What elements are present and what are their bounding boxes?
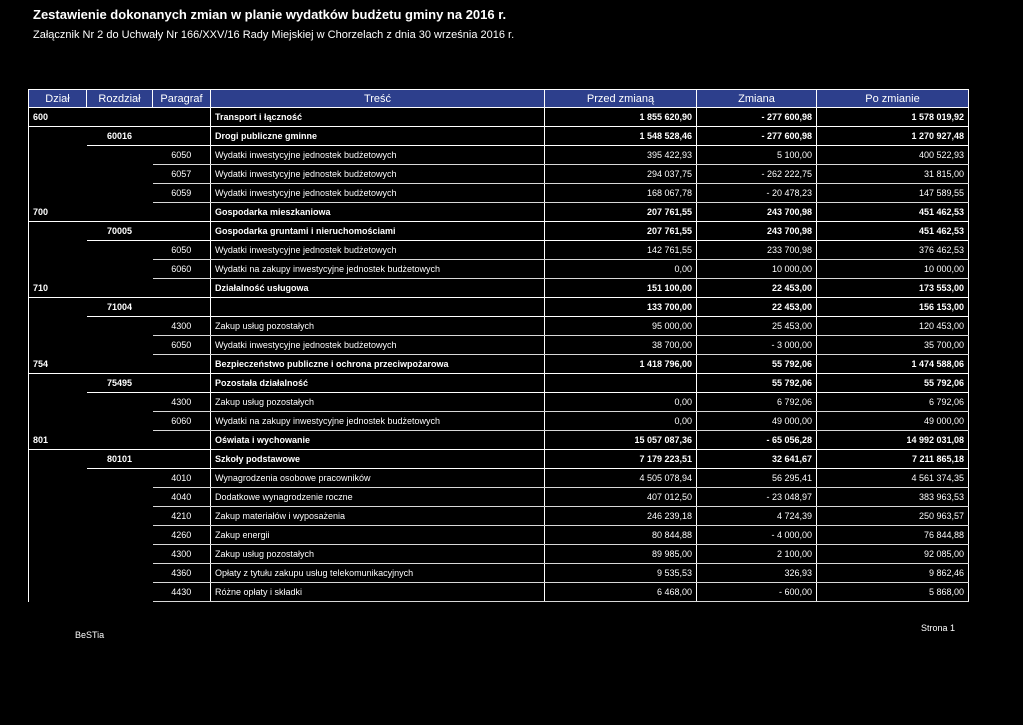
cell-tresc: Wydatki inwestycyjne jednostek budżetowych [211,146,545,165]
col-tresc-header: Treść [211,90,545,108]
cell-dzial [29,260,87,279]
cell-po-zmianie: 400 522,93 [817,146,969,165]
table-body [29,108,969,602]
cell-przed-zmiana: 80 844,88 [545,526,697,545]
cell-zmiana: - 20 478,23 [697,184,817,203]
cell-po-zmianie: 451 462,53 [817,222,969,241]
cell-paragraf: 4260 [153,526,211,545]
col-rozdzial-header: Rozdział [87,90,153,108]
cell-tresc: Oświata i wychowanie [211,431,545,450]
cell-dzial [29,374,87,393]
cell-paragraf: 6050 [153,241,211,260]
cell-rozdzial [87,241,153,260]
cell-paragraf [153,298,211,317]
table-row [29,279,969,298]
cell-zmiana: 5 100,00 [697,146,817,165]
cell-dzial [29,469,87,488]
cell-dzial [29,583,87,602]
cell-rozdzial: 71004 [87,298,153,317]
cell-tresc: Pozostała działalność [211,374,545,393]
cell-paragraf [153,203,211,222]
table-row [29,336,969,355]
cell-tresc: Gospodarka mieszkaniowa [211,203,545,222]
cell-przed-zmiana: 4 505 078,94 [545,469,697,488]
cell-przed-zmiana: 0,00 [545,412,697,431]
cell-tresc: Bezpieczeństwo publiczne i ochrona przeciwpożarowa [211,355,545,374]
cell-tresc: Opłaty z tytułu zakupu usług telekomunikacyjnych [211,564,545,583]
cell-paragraf: 4010 [153,469,211,488]
cell-dzial [29,165,87,184]
cell-zmiana: 55 792,06 [697,374,817,393]
cell-paragraf: 4360 [153,564,211,583]
cell-po-zmianie: 76 844,88 [817,526,969,545]
cell-rozdzial: 80101 [87,450,153,469]
cell-zmiana: - 277 600,98 [697,108,817,127]
cell-tresc [211,298,545,317]
cell-po-zmianie: 9 862,46 [817,564,969,583]
cell-dzial [29,241,87,260]
cell-tresc: Wydatki na zakupy inwestycyjne jednostek budżetowych [211,412,545,431]
cell-przed-zmiana: 1 548 528,46 [545,127,697,146]
cell-przed-zmiana: 0,00 [545,393,697,412]
cell-zmiana: 49 000,00 [697,412,817,431]
cell-po-zmianie: 1 270 927,48 [817,127,969,146]
cell-paragraf [153,127,211,146]
cell-dzial [29,298,87,317]
cell-rozdzial [87,393,153,412]
table-row [29,317,969,336]
table-row [29,469,969,488]
cell-tresc: Zakup materiałów i wyposażenia [211,507,545,526]
cell-przed-zmiana: 7 179 223,51 [545,450,697,469]
cell-rozdzial [87,507,153,526]
cell-tresc: Różne opłaty i składki [211,583,545,602]
cell-przed-zmiana: 246 239,18 [545,507,697,526]
cell-rozdzial [87,279,153,298]
cell-rozdzial [87,469,153,488]
cell-po-zmianie: 55 792,06 [817,374,969,393]
cell-tresc: Wynagrodzenia osobowe pracowników [211,469,545,488]
cell-rozdzial [87,583,153,602]
table-row [29,488,969,507]
cell-przed-zmiana: 133 700,00 [545,298,697,317]
table-row [29,108,969,127]
cell-zmiana: - 262 222,75 [697,165,817,184]
table-row [29,393,969,412]
cell-przed-zmiana: 294 037,75 [545,165,697,184]
cell-przed-zmiana: 1 418 796,00 [545,355,697,374]
table-row [29,431,969,450]
cell-przed-zmiana: 1 855 620,90 [545,108,697,127]
col-zmiana-header: Zmiana [697,90,817,108]
cell-dzial [29,412,87,431]
table-row [29,298,969,317]
software-label: BeSTia [75,630,105,640]
cell-rozdzial [87,488,153,507]
cell-rozdzial [87,203,153,222]
cell-po-zmianie: 383 963,53 [817,488,969,507]
cell-rozdzial [87,108,153,127]
cell-rozdzial [87,146,153,165]
cell-dzial: 710 [29,279,87,298]
table-row [29,583,969,602]
cell-zmiana: 22 453,00 [697,298,817,317]
cell-rozdzial [87,184,153,203]
budget-changes-table [28,89,969,602]
cell-rozdzial [87,260,153,279]
cell-paragraf [153,355,211,374]
table-row [29,412,969,431]
cell-po-zmianie: 120 453,00 [817,317,969,336]
table-row [29,241,969,260]
cell-paragraf: 4210 [153,507,211,526]
cell-po-zmianie: 147 589,55 [817,184,969,203]
cell-po-zmianie: 35 700,00 [817,336,969,355]
cell-paragraf: 4300 [153,545,211,564]
cell-paragraf [153,222,211,241]
cell-rozdzial [87,317,153,336]
cell-zmiana: 326,93 [697,564,817,583]
table-row [29,564,969,583]
cell-zmiana: 10 000,00 [697,260,817,279]
cell-dzial [29,146,87,165]
table-row [29,184,969,203]
cell-po-zmianie: 92 085,00 [817,545,969,564]
cell-paragraf [153,108,211,127]
cell-paragraf: 6060 [153,412,211,431]
cell-dzial: 700 [29,203,87,222]
cell-przed-zmiana: 207 761,55 [545,222,697,241]
cell-zmiana: 55 792,06 [697,355,817,374]
cell-przed-zmiana: 151 100,00 [545,279,697,298]
cell-przed-zmiana: 395 422,93 [545,146,697,165]
cell-przed-zmiana: 142 761,55 [545,241,697,260]
cell-paragraf [153,374,211,393]
cell-po-zmianie: 4 561 374,35 [817,469,969,488]
cell-rozdzial [87,526,153,545]
col-po-header: Po zmianie [817,90,969,108]
cell-przed-zmiana: 15 057 087,36 [545,431,697,450]
cell-dzial [29,488,87,507]
cell-dzial [29,336,87,355]
cell-rozdzial [87,336,153,355]
cell-tresc: Zakup energii [211,526,545,545]
cell-dzial: 600 [29,108,87,127]
cell-po-zmianie: 173 553,00 [817,279,969,298]
document-subtitle: Załącznik Nr 2 do Uchwały Nr 166/XXV/16 Rady Miejskiej w Chorzelach z dnia 30 września 2016 r. [33,29,515,41]
cell-rozdzial [87,165,153,184]
cell-zmiana: - 3 000,00 [697,336,817,355]
cell-zmiana: 243 700,98 [697,222,817,241]
table-row [29,545,969,564]
cell-zmiana: 25 453,00 [697,317,817,336]
cell-dzial [29,127,87,146]
cell-przed-zmiana: 89 985,00 [545,545,697,564]
table-row [29,450,969,469]
cell-po-zmianie: 1 578 019,92 [817,108,969,127]
cell-tresc: Wydatki inwestycyjne jednostek budżetowych [211,184,545,203]
cell-paragraf [153,431,211,450]
cell-paragraf: 6060 [153,260,211,279]
cell-zmiana: - 65 056,28 [697,431,817,450]
table-row [29,127,969,146]
cell-dzial [29,317,87,336]
cell-paragraf: 4430 [153,583,211,602]
cell-zmiana: 4 724,39 [697,507,817,526]
cell-zmiana: 243 700,98 [697,203,817,222]
table-row [29,146,969,165]
cell-dzial [29,450,87,469]
cell-rozdzial: 60016 [87,127,153,146]
cell-dzial: 801 [29,431,87,450]
cell-rozdzial: 75495 [87,374,153,393]
table-row [29,222,969,241]
cell-tresc: Transport i łączność [211,108,545,127]
cell-po-zmianie: 31 815,00 [817,165,969,184]
cell-zmiana: 2 100,00 [697,545,817,564]
table-row [29,355,969,374]
cell-tresc: Działalność usługowa [211,279,545,298]
cell-po-zmianie: 6 792,06 [817,393,969,412]
cell-tresc: Wydatki inwestycyjne jednostek budżetowych [211,165,545,184]
cell-zmiana: - 4 000,00 [697,526,817,545]
cell-dzial [29,393,87,412]
cell-rozdzial: 70005 [87,222,153,241]
cell-dzial: 754 [29,355,87,374]
cell-zmiana: - 600,00 [697,583,817,602]
col-paragraf-header: Paragraf [153,90,211,108]
cell-przed-zmiana: 38 700,00 [545,336,697,355]
cell-przed-zmiana: 9 535,53 [545,564,697,583]
cell-przed-zmiana: 6 468,00 [545,583,697,602]
col-dzial-header: Dział [29,90,87,108]
cell-po-zmianie: 451 462,53 [817,203,969,222]
cell-zmiana: - 23 048,97 [697,488,817,507]
cell-tresc: Wydatki na zakupy inwestycyjne jednostek budżetowych [211,260,545,279]
cell-przed-zmiana: 0,00 [545,260,697,279]
cell-dzial [29,526,87,545]
cell-po-zmianie: 7 211 865,18 [817,450,969,469]
cell-dzial [29,184,87,203]
cell-paragraf: 4300 [153,317,211,336]
cell-dzial [29,564,87,583]
cell-tresc: Szkoły podstawowe [211,450,545,469]
cell-dzial [29,507,87,526]
cell-przed-zmiana: 168 067,78 [545,184,697,203]
cell-rozdzial [87,412,153,431]
cell-zmiana: - 277 600,98 [697,127,817,146]
cell-po-zmianie: 156 153,00 [817,298,969,317]
cell-przed-zmiana: 95 000,00 [545,317,697,336]
cell-tresc: Zakup usług pozostałych [211,393,545,412]
cell-paragraf: 6059 [153,184,211,203]
cell-paragraf: 6057 [153,165,211,184]
cell-rozdzial [87,545,153,564]
cell-zmiana: 233 700,98 [697,241,817,260]
cell-paragraf: 4300 [153,393,211,412]
table-header [29,90,969,108]
table-row [29,165,969,184]
cell-tresc: Zakup usług pozostałych [211,545,545,564]
cell-paragraf: 6050 [153,336,211,355]
cell-dzial [29,222,87,241]
header-row [29,90,969,108]
cell-tresc: Drogi publiczne gminne [211,127,545,146]
cell-tresc: Wydatki inwestycyjne jednostek budżetowych [211,336,545,355]
cell-dzial [29,545,87,564]
document-title: Zestawienie dokonanych zmian w planie wydatków budżetu gminy na 2016 r. [33,7,507,22]
cell-paragraf: 4040 [153,488,211,507]
cell-rozdzial [87,431,153,450]
cell-po-zmianie: 376 462,53 [817,241,969,260]
cell-rozdzial [87,355,153,374]
cell-przed-zmiana: 407 012,50 [545,488,697,507]
col-przed-header: Przed zmianą [545,90,697,108]
cell-po-zmianie: 250 963,57 [817,507,969,526]
cell-paragraf: 6050 [153,146,211,165]
cell-tresc: Gospodarka gruntami i nieruchomościami [211,222,545,241]
table-row [29,507,969,526]
table-row [29,374,969,393]
cell-po-zmianie: 14 992 031,08 [817,431,969,450]
cell-po-zmianie: 1 474 588,06 [817,355,969,374]
cell-zmiana: 32 641,67 [697,450,817,469]
cell-zmiana: 56 295,41 [697,469,817,488]
cell-paragraf [153,279,211,298]
table-row [29,203,969,222]
cell-przed-zmiana [545,374,697,393]
cell-po-zmianie: 49 000,00 [817,412,969,431]
cell-paragraf [153,450,211,469]
cell-po-zmianie: 10 000,00 [817,260,969,279]
cell-tresc: Dodatkowe wynagrodzenie roczne [211,488,545,507]
cell-tresc: Wydatki inwestycyjne jednostek budżetowych [211,241,545,260]
page-number: Strona 1 [921,623,956,633]
cell-zmiana: 22 453,00 [697,279,817,298]
cell-przed-zmiana: 207 761,55 [545,203,697,222]
cell-rozdzial [87,564,153,583]
table-row [29,526,969,545]
cell-tresc: Zakup usług pozostałych [211,317,545,336]
cell-po-zmianie: 5 868,00 [817,583,969,602]
table-row [29,260,969,279]
cell-zmiana: 6 792,06 [697,393,817,412]
